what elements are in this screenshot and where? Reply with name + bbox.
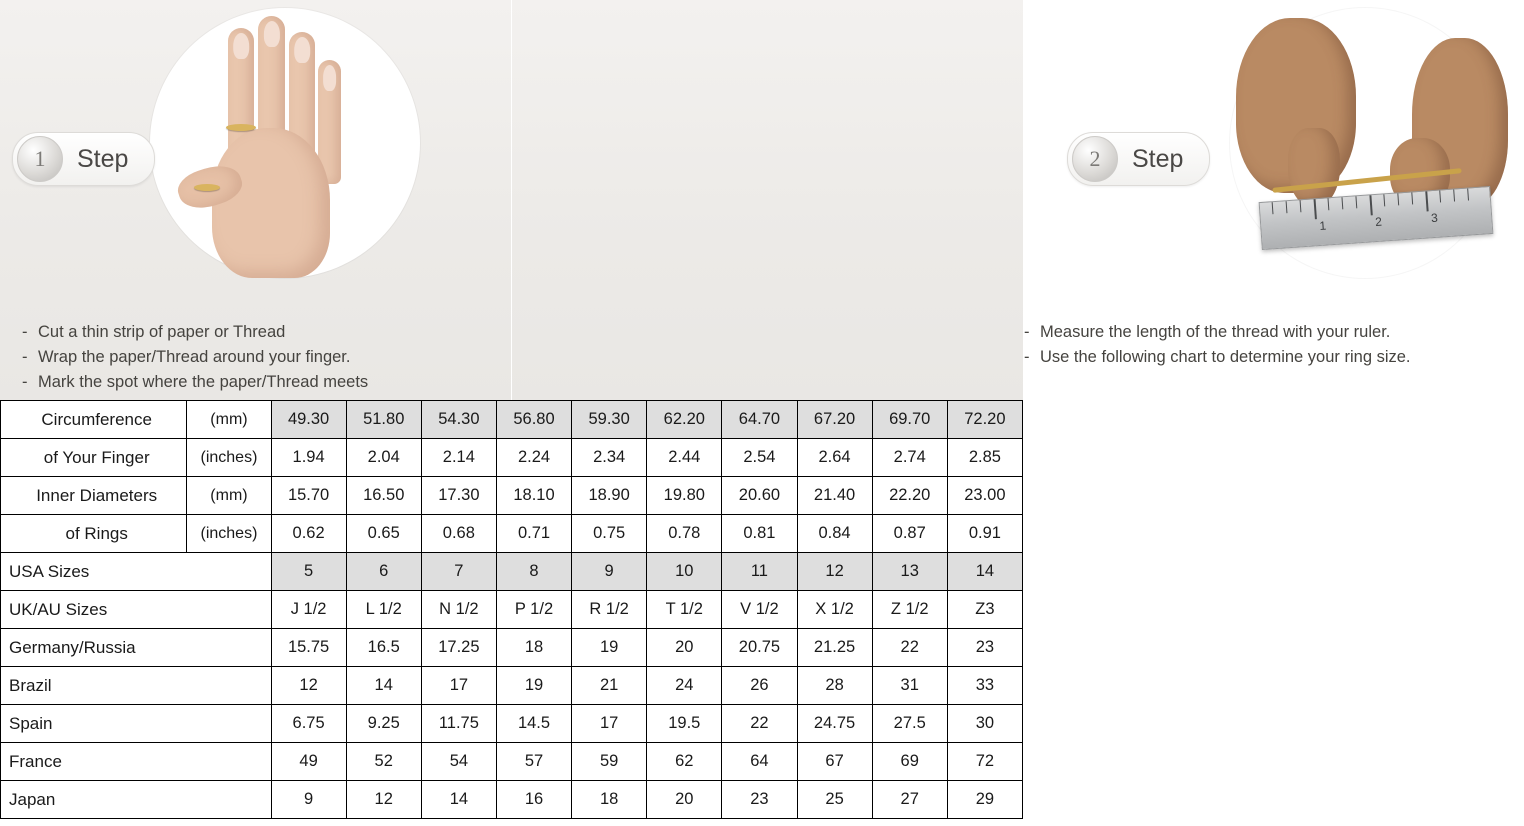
- cell: 15.75: [271, 629, 346, 667]
- cell: 29: [947, 781, 1022, 819]
- step-1-bullet-1: [22, 320, 492, 345]
- cell: 21.25: [797, 629, 872, 667]
- cell: 51.80: [346, 401, 421, 439]
- cell: 27.5: [872, 705, 947, 743]
- cell: 9: [572, 553, 647, 591]
- step-1-number: 1: [17, 136, 63, 182]
- step-2-bullet-1: [1024, 320, 1524, 345]
- cell: 69.70: [872, 401, 947, 439]
- cell: 30: [947, 705, 1022, 743]
- cell: 72: [947, 743, 1022, 781]
- cell: 12: [346, 781, 421, 819]
- table-row: [1, 781, 1023, 819]
- cell: 2.74: [872, 439, 947, 477]
- cell: 16: [496, 781, 571, 819]
- cell: 2.44: [647, 439, 722, 477]
- fingernail-illustration: [263, 21, 279, 47]
- cell: 16.50: [346, 477, 421, 515]
- bullet-text: Measure the length of the thread with your ruler.: [1040, 323, 1391, 341]
- row-unit: (mm): [187, 477, 271, 515]
- cell: 18: [496, 629, 571, 667]
- cell: 21.40: [797, 477, 872, 515]
- table-row: [1, 743, 1023, 781]
- row-label: Circumference: [1, 401, 187, 439]
- row-label: Brazil: [1, 667, 272, 705]
- fingernail-illustration: [323, 65, 337, 91]
- cell: 17: [421, 667, 496, 705]
- cell: 0.87: [872, 515, 947, 553]
- fingernail-illustration: [294, 37, 310, 63]
- row-label: of Rings: [1, 515, 187, 553]
- cell: 18: [572, 781, 647, 819]
- cell: 2.85: [947, 439, 1022, 477]
- cell: 20.75: [722, 629, 797, 667]
- row-label: Japan: [1, 781, 272, 819]
- cell: 0.68: [421, 515, 496, 553]
- cell: 20: [647, 781, 722, 819]
- cell: 1.94: [271, 439, 346, 477]
- cell: 11.75: [421, 705, 496, 743]
- table-row: [1, 591, 1023, 629]
- cell: R 1/2: [572, 591, 647, 629]
- cell: 11: [722, 553, 797, 591]
- cell: 49: [271, 743, 346, 781]
- cell: 72.20: [947, 401, 1022, 439]
- bullet-text: Cut a thin strip of paper or Thread: [38, 323, 286, 341]
- cell: 19: [572, 629, 647, 667]
- row-unit: (inches): [187, 439, 271, 477]
- cell: 20.60: [722, 477, 797, 515]
- table-row: [1, 439, 1023, 477]
- cell: 14: [346, 667, 421, 705]
- cell: 20: [647, 629, 722, 667]
- cell: 18.10: [496, 477, 571, 515]
- cell: 64.70: [722, 401, 797, 439]
- cell: 18.90: [572, 477, 647, 515]
- cell: 62: [647, 743, 722, 781]
- step-1-badge: [12, 132, 155, 186]
- ruler-illustration: [1259, 186, 1494, 250]
- cell: 0.75: [572, 515, 647, 553]
- table-row: [1, 553, 1023, 591]
- cell: 12: [271, 667, 346, 705]
- cell: 14: [947, 553, 1022, 591]
- cell: 0.71: [496, 515, 571, 553]
- ruler-number: 1: [1318, 218, 1327, 233]
- cell: 2.24: [496, 439, 571, 477]
- cell: 14: [421, 781, 496, 819]
- measuring-thread-photo: [1230, 8, 1500, 278]
- step-2-panel: [511, 0, 1439, 400]
- step-1-bullet-2: [22, 345, 492, 370]
- cell: 19: [496, 667, 571, 705]
- row-label: France: [1, 743, 272, 781]
- cell: 56.80: [496, 401, 571, 439]
- palm-illustration: [212, 128, 330, 278]
- step-2-instructions: [1024, 320, 1524, 370]
- cell: 14.5: [496, 705, 571, 743]
- cell: 62.20: [647, 401, 722, 439]
- step-2-bullet-2: [1024, 345, 1524, 370]
- cell: 31: [872, 667, 947, 705]
- cell: 25: [797, 781, 872, 819]
- cell: 22: [872, 629, 947, 667]
- bullet-dash-icon: -: [22, 373, 28, 391]
- ruler-number: 3: [1430, 210, 1439, 226]
- cell: 6: [346, 553, 421, 591]
- cell: L 1/2: [346, 591, 421, 629]
- row-label: UK/AU Sizes: [1, 591, 272, 629]
- row-label: USA Sizes: [1, 553, 272, 591]
- cell: 57: [496, 743, 571, 781]
- step-2-label: Step: [1132, 144, 1184, 173]
- cell: 17.30: [421, 477, 496, 515]
- bullet-dash-icon: -: [22, 348, 28, 366]
- cell: 2.64: [797, 439, 872, 477]
- cell: 19.80: [647, 477, 722, 515]
- row-label: Inner Diameters: [1, 477, 187, 515]
- cell: 10: [647, 553, 722, 591]
- cell: J 1/2: [271, 591, 346, 629]
- cell: Z3: [947, 591, 1022, 629]
- cell: V 1/2: [722, 591, 797, 629]
- cell: 6.75: [271, 705, 346, 743]
- bullet-dash-icon: -: [1024, 323, 1030, 341]
- cell: 0.84: [797, 515, 872, 553]
- cell: 2.14: [421, 439, 496, 477]
- steps-section: [0, 0, 1439, 400]
- cell: 23.00: [947, 477, 1022, 515]
- fingernail-illustration: [233, 33, 249, 59]
- cell: 5: [271, 553, 346, 591]
- cell: 16.5: [346, 629, 421, 667]
- row-label: Germany/Russia: [1, 629, 272, 667]
- step-1-label: Step: [77, 144, 129, 173]
- row-label: Spain: [1, 705, 272, 743]
- cell: 54: [421, 743, 496, 781]
- cell: P 1/2: [496, 591, 571, 629]
- cell: X 1/2: [797, 591, 872, 629]
- cell: 49.30: [271, 401, 346, 439]
- cell: 23: [947, 629, 1022, 667]
- ring-size-table: [0, 400, 1023, 819]
- step-2-number: 2: [1072, 136, 1118, 182]
- row-unit: (inches): [187, 515, 271, 553]
- cell: 0.91: [947, 515, 1022, 553]
- cell: 9: [271, 781, 346, 819]
- bullet-text: Wrap the paper/Thread around your finger.: [38, 348, 351, 366]
- cell: T 1/2: [647, 591, 722, 629]
- table-row: [1, 667, 1023, 705]
- cell: 24.75: [797, 705, 872, 743]
- cell: 54.30: [421, 401, 496, 439]
- cell: 33: [947, 667, 1022, 705]
- cell: 22: [722, 705, 797, 743]
- cell: 0.65: [346, 515, 421, 553]
- step-2-badge: [1067, 132, 1210, 186]
- cell: 8: [496, 553, 571, 591]
- ring-size-table-wrapper: [0, 400, 1023, 819]
- cell: 23: [722, 781, 797, 819]
- paper-strip-on-finger: [226, 124, 256, 131]
- cell: 2.04: [346, 439, 421, 477]
- bullet-dash-icon: -: [22, 323, 28, 341]
- bullet-text: Use the following chart to determine your ring size.: [1040, 348, 1411, 366]
- cell: 52: [346, 743, 421, 781]
- table-row: [1, 401, 1023, 439]
- cell: 2.34: [572, 439, 647, 477]
- cell: 7: [421, 553, 496, 591]
- cell: 59: [572, 743, 647, 781]
- cell: 69: [872, 743, 947, 781]
- cell: 24: [647, 667, 722, 705]
- thumb-ring-illustration: [194, 184, 220, 191]
- cell: 67: [797, 743, 872, 781]
- step-1-bullet-3: [22, 370, 492, 395]
- table-row: [1, 477, 1023, 515]
- bullet-text: Mark the spot where the paper/Thread meets: [38, 373, 369, 391]
- ruler-number: 2: [1374, 214, 1383, 230]
- row-label: of Your Finger: [1, 439, 187, 477]
- cell: N 1/2: [421, 591, 496, 629]
- hand-with-thread-photo: [150, 8, 420, 278]
- cell: 0.78: [647, 515, 722, 553]
- cell: 2.54: [722, 439, 797, 477]
- cell: 12: [797, 553, 872, 591]
- table-row: [1, 705, 1023, 743]
- cell: 19.5: [647, 705, 722, 743]
- cell: Z 1/2: [872, 591, 947, 629]
- table-row: [1, 515, 1023, 553]
- cell: 17: [572, 705, 647, 743]
- cell: 64: [722, 743, 797, 781]
- step-1-panel: [0, 0, 511, 400]
- cell: 27: [872, 781, 947, 819]
- table-row: [1, 629, 1023, 667]
- cell: 59.30: [572, 401, 647, 439]
- cell: 15.70: [271, 477, 346, 515]
- cell: 28: [797, 667, 872, 705]
- cell: 13: [872, 553, 947, 591]
- cell: 21: [572, 667, 647, 705]
- cell: 67.20: [797, 401, 872, 439]
- cell: 17.25: [421, 629, 496, 667]
- cell: 22.20: [872, 477, 947, 515]
- cell: 0.81: [722, 515, 797, 553]
- cell: 9.25: [346, 705, 421, 743]
- cell: 0.62: [271, 515, 346, 553]
- cell: 26: [722, 667, 797, 705]
- step-1-instructions: [22, 320, 492, 395]
- bullet-dash-icon: -: [1024, 348, 1030, 366]
- row-unit: (mm): [187, 401, 271, 439]
